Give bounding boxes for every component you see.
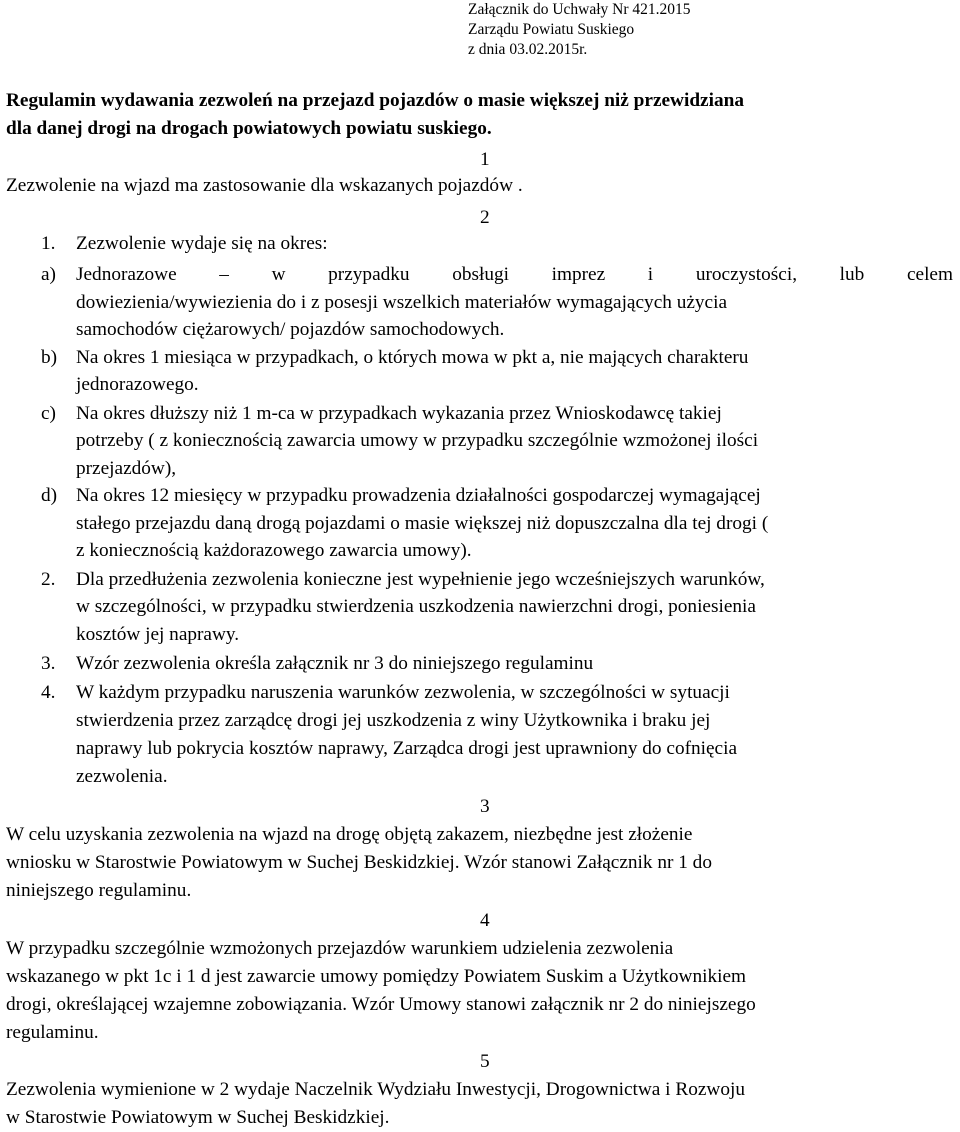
section-5-mark: 5	[480, 1051, 490, 1072]
item-b-label: b)	[41, 347, 58, 368]
section-5-line-2: w Starostwie Powiatowym w Suchej Beskidzkiej.	[6, 1107, 390, 1128]
document-title-line-2: dla danej drogi na drogach powiatowych powiatu suskiego.	[6, 118, 492, 139]
section-4-line-3: drogi, określającej wzajemne zobowiązania. Wzór Umowy stanowi załącznik nr 2 do niniejszego	[6, 994, 756, 1015]
item-c-line-2: potrzeby ( z koniecznością zawarcia umowy w przypadku szczególnie wzmożonej ilości	[76, 430, 759, 451]
item-a-line-1: Jednorazowe – w przypadku obsługi imprez i uroczystości, lub celem	[76, 264, 953, 285]
section-2-mark: 2	[480, 207, 490, 228]
section-3-line-2: wniosku w Starostwie Powiatowym w Suchej Beskidzkiej. Wzór stanowi Załącznik nr 1 do	[6, 852, 712, 873]
section-4-line-2: wskazanego w pkt 1c i 1 d jest zawarcie umowy pomiędzy Powiatem Suskim a Użytkownikiem	[6, 966, 747, 987]
item-a-label: a)	[41, 264, 56, 285]
point-4-line-4: zezwolenia.	[76, 766, 168, 787]
item-d-label: d)	[41, 485, 58, 506]
item-c-label: c)	[41, 403, 56, 424]
point-4-number: 4.	[41, 682, 56, 703]
section-5-line-1: Zezwolenia wymienione w 2 wydaje Naczelnik Wydziału Inwestycji, Drogownictwa i Rozwoju	[6, 1079, 745, 1100]
header-board-line: Zarządu Powiatu Suskiego	[468, 21, 635, 38]
section-3-line-1: W celu uzyskania zezwolenia na wjazd na drogę objętą zakazem, niezbędne jest złożenie	[6, 824, 693, 845]
item-a-line-2: dowiezienia/wywiezienia do i z posesji wszelkich materiałów wymagających użycia	[76, 292, 728, 313]
point-1-text: Zezwolenie wydaje się na okres:	[76, 233, 328, 254]
header-date-line: z dnia 03.02.2015r.	[468, 41, 588, 58]
point-2-line-2: w szczególności, w przypadku stwierdzenia uszkodzenia nawierzchni drogi, poniesienia	[76, 596, 756, 617]
item-d-line-2: stałego przejazdu daną drogą pojazdami o masie większej niż dopuszczalna dla tej drogi (	[76, 513, 769, 534]
point-3-number: 3.	[41, 653, 56, 674]
section-4-mark: 4	[480, 910, 490, 931]
section-1-mark: 1	[480, 149, 490, 170]
item-c-line-1: Na okres dłuższy niż 1 m-ca w przypadkach wykazania przez Wnioskodawcę takiej	[76, 403, 722, 424]
section-4-line-4: regulaminu.	[6, 1022, 99, 1043]
point-4-line-2: stwierdzenia przez zarządcę drogi jej uszkodzenia z winy Użytkownika i braku jej	[76, 710, 711, 731]
item-a-line-3: samochodów ciężarowych/ pojazdów samochodowych.	[76, 319, 505, 340]
item-b-line-1: Na okres 1 miesiąca w przypadkach, o których mowa w pkt a, nie mających charakteru	[76, 347, 749, 368]
point-4-line-3: naprawy lub pokrycia kosztów naprawy, Zarządca drogi jest uprawniony do cofnięcia	[76, 738, 738, 759]
point-4-line-1: W każdym przypadku naruszenia warunków zezwolenia, w szczególności w sytuacji	[76, 682, 730, 703]
section-3-mark: 3	[480, 796, 490, 817]
item-d-line-1: Na okres 12 miesięcy w przypadku prowadzenia działalności gospodarczej wymagającej	[76, 485, 761, 506]
point-1-number: 1.	[41, 233, 56, 254]
header-attachment-line: Załącznik do Uchwały Nr 421.2015	[468, 1, 691, 18]
section-3-line-3: niniejszego regulaminu.	[6, 880, 192, 901]
item-b-line-2: jednorazowego.	[76, 374, 199, 395]
point-2-line-1: Dla przedłużenia zezwolenia konieczne jest wypełnienie jego wcześniejszych warunków,	[76, 569, 765, 590]
section-4-line-1: W przypadku szczególnie wzmożonych przejazdów warunkiem udzielenia zezwolenia	[6, 938, 674, 959]
point-2-number: 2.	[41, 569, 56, 590]
section-1-text: Zezwolenie na wjazd ma zastosowanie dla wskazanych pojazdów .	[6, 175, 523, 196]
point-3-line-1: Wzór zezwolenia określa załącznik nr 3 do niniejszego regulaminu	[76, 653, 594, 674]
item-d-line-3: z koniecznością każdorazowego zawarcia umowy).	[76, 540, 472, 561]
point-2-line-3: kosztów jej naprawy.	[76, 624, 240, 645]
document-title-line-1: Regulamin wydawania zezwoleń na przejazd pojazdów o masie większej niż przewidziana	[6, 90, 744, 111]
item-c-line-3: przejazdów),	[76, 458, 177, 479]
